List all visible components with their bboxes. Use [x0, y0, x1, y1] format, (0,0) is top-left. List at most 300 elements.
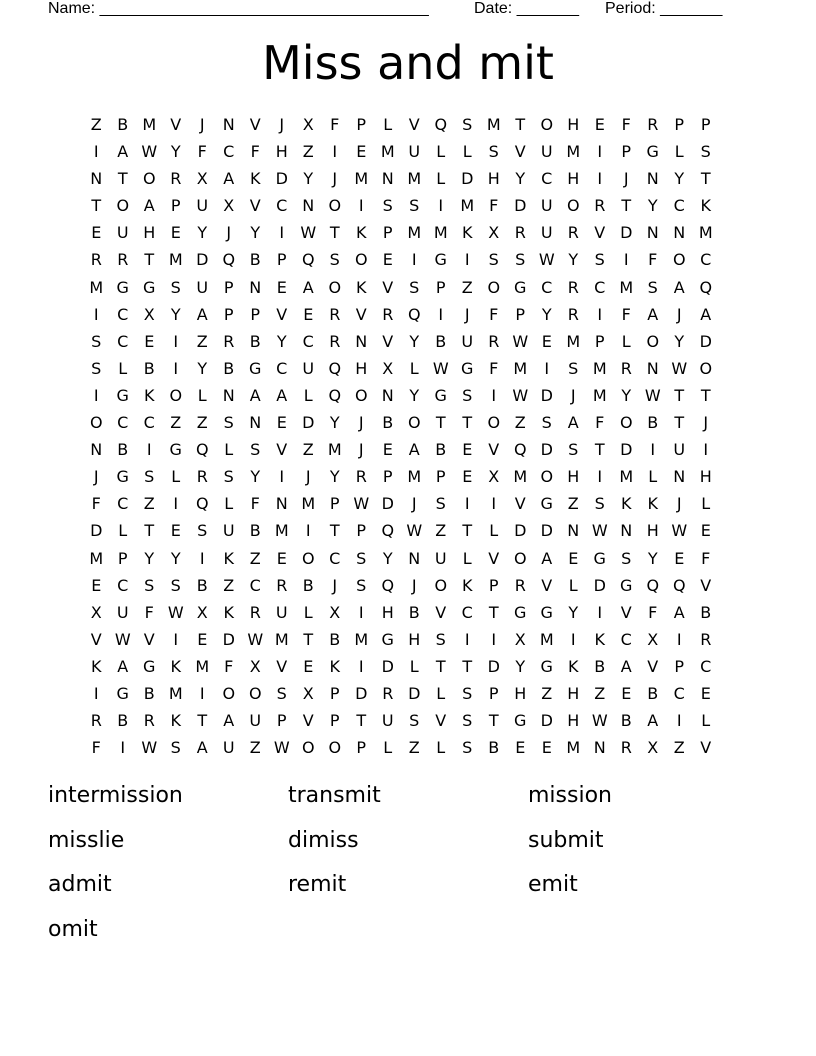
grid-letter: O [699, 358, 713, 378]
grid-letter: K [647, 494, 658, 514]
grid-letter: W [114, 629, 131, 649]
grid-letter: H [646, 521, 659, 541]
grid-letter: S [91, 358, 102, 378]
grid-letter: M [698, 223, 713, 243]
grid-letter: I [464, 629, 470, 649]
grid-letter: R [223, 331, 235, 351]
grid-letter: S [700, 142, 711, 162]
grid-letter: M [619, 467, 634, 487]
grid-letter: G [143, 277, 156, 297]
grid-letter: T [144, 521, 155, 541]
grid-letter: A [673, 602, 685, 622]
grid-letter: M [486, 115, 501, 134]
grid-letter: I [146, 440, 152, 460]
grid-letter: V [647, 656, 659, 676]
grid-letter: T [515, 115, 526, 134]
word-list-item: misslie [48, 827, 125, 853]
grid-letter: D [275, 169, 288, 189]
grid-letter: O [434, 575, 448, 595]
grid-letter: F [595, 413, 605, 433]
grid-letter: R [143, 711, 155, 731]
name-field: Name: _____________________________________ [48, 0, 429, 17]
grid-letter: A [223, 711, 235, 731]
grid-letter: G [169, 440, 182, 460]
grid-letter: E [170, 521, 181, 541]
grid-letter: A [567, 413, 579, 433]
grid-letter: N [381, 385, 394, 405]
grid-letter: D [222, 629, 235, 649]
word-list-item: emit [528, 872, 578, 897]
grid-letter: Z [567, 494, 579, 514]
grid-letter: W [141, 738, 158, 758]
grid-letter: K [91, 656, 102, 676]
grid-letter: S [329, 250, 340, 270]
grid-letter: Y [170, 304, 181, 324]
grid-letter: I [93, 385, 99, 405]
grid-letter: Y [170, 548, 181, 568]
grid-letter: B [647, 413, 659, 433]
grid-letter: S [435, 494, 446, 514]
grid-letter: U [461, 331, 474, 351]
word-list [48, 780, 768, 958]
grid-letter: U [302, 358, 315, 378]
date-field: Date: _______ [474, 0, 579, 17]
grid-letter: G [116, 683, 129, 703]
grid-letter: A [196, 738, 208, 758]
grid-letter: K [170, 711, 181, 731]
grid-letter: X [196, 169, 208, 189]
grid-letter: M [513, 467, 528, 487]
grid-letter: P [356, 521, 367, 541]
grid-letter: H [567, 169, 580, 189]
grid-letter: V [90, 629, 102, 649]
word-list-item: mission [528, 783, 612, 808]
grid-letter: U [196, 196, 209, 216]
grid-letter: Y [170, 142, 181, 162]
grid-letter: F [250, 494, 260, 514]
grid-letter: I [279, 467, 285, 487]
grid-letter: S [541, 413, 552, 433]
grid-letter: Z [196, 413, 208, 433]
grid-letter: X [196, 602, 208, 622]
grid-letter: Q [328, 358, 342, 378]
grid-letter: L [489, 521, 499, 541]
grid-letter: M [566, 142, 581, 162]
grid-letter: W [512, 385, 529, 405]
grid-letter: D [196, 250, 209, 270]
grid-letter: A [541, 548, 553, 568]
grid-letter: R [514, 223, 526, 243]
grid-letter: J [411, 575, 417, 595]
grid-letter: P [329, 683, 340, 703]
grid-letter: D [381, 656, 394, 676]
grid-letter: N [567, 521, 580, 541]
grid-letter: B [249, 250, 261, 270]
grid-letter: V [514, 142, 526, 162]
grid-letter: Z [435, 521, 447, 541]
grid-letter: I [570, 629, 576, 649]
grid-letter: C [276, 358, 288, 378]
grid-letter: H [567, 711, 580, 731]
grid-letter: F [489, 196, 499, 216]
grid-letter: S [462, 738, 473, 758]
grid-letter: P [223, 277, 234, 297]
grid-letter: J [358, 413, 364, 433]
grid-letter: S [594, 494, 605, 514]
grid-letter: G [514, 602, 527, 622]
grid-letter: F [224, 656, 234, 676]
grid-letter: S [409, 196, 420, 216]
grid-letter: H [514, 683, 527, 703]
grid-letter: H [143, 223, 156, 243]
grid-letter: N [90, 169, 103, 189]
grid-letter: T [303, 629, 314, 649]
grid-letter: L [436, 142, 446, 162]
word-list-item: remit [288, 872, 347, 897]
grid-letter: Z [302, 142, 314, 162]
grid-letter: M [592, 385, 607, 405]
grid-letter: P [223, 304, 234, 324]
grid-letter: O [328, 277, 342, 297]
grid-letter: P [700, 115, 711, 134]
grid-letter: P [435, 467, 446, 487]
grid-letter: G [434, 385, 447, 405]
grid-letter: T [674, 385, 685, 405]
grid-letter: R [117, 250, 129, 270]
grid-letter: X [647, 629, 659, 649]
grid-letter: Z [196, 331, 208, 351]
grid-letter: U [434, 548, 447, 568]
grid-letter: O [566, 196, 580, 216]
grid-letter: W [432, 358, 449, 378]
grid-letter: X [223, 196, 235, 216]
grid-letter: O [487, 413, 501, 433]
grid-letter: K [250, 169, 261, 189]
grid-letter: U [408, 142, 421, 162]
grid-letter: K [356, 223, 367, 243]
grid-letter: N [673, 223, 686, 243]
grid-letter: N [673, 467, 686, 487]
grid-letter: E [144, 331, 155, 351]
grid-letter: R [567, 277, 579, 297]
grid-letter: S [276, 683, 287, 703]
grid-letter: C [461, 602, 473, 622]
grid-letter: O [328, 738, 342, 758]
grid-letter: R [170, 169, 182, 189]
grid-letter: S [621, 548, 632, 568]
grid-letter: H [275, 142, 288, 162]
grid-letter: S [462, 711, 473, 731]
grid-letter: Z [408, 738, 420, 758]
grid-letter: M [142, 115, 157, 134]
grid-letter: I [438, 304, 444, 324]
grid-letter: T [329, 521, 340, 541]
grid-letter: G [116, 277, 129, 297]
grid-letter: Z [514, 413, 526, 433]
grid-letter: I [438, 196, 444, 216]
grid-letter: G [593, 548, 606, 568]
grid-letter: E [197, 629, 208, 649]
grid-letter: R [700, 629, 712, 649]
grid-letter: N [408, 548, 421, 568]
grid-letter: S [515, 250, 526, 270]
grid-letter: B [594, 656, 606, 676]
grid-letter: R [329, 304, 341, 324]
grid-letter: P [117, 548, 128, 568]
grid-letter: A [700, 304, 712, 324]
grid-letter: E [382, 250, 393, 270]
grid-letter: E [303, 304, 314, 324]
grid-letter: E [91, 575, 102, 595]
grid-letter: S [594, 250, 605, 270]
grid-letter: F [701, 548, 711, 568]
grid-letter: B [435, 331, 447, 351]
grid-letter: F [648, 250, 658, 270]
grid-letter: S [144, 575, 155, 595]
grid-letter: A [196, 304, 208, 324]
grid-letter: I [676, 629, 682, 649]
grid-letter: S [250, 440, 261, 460]
grid-letter: I [676, 711, 682, 731]
grid-letter: X [488, 223, 500, 243]
grid-letter: Q [699, 277, 713, 297]
grid-letter: T [488, 711, 499, 731]
grid-letter: D [355, 683, 368, 703]
grid-letter: C [249, 575, 261, 595]
grid-letter: Y [647, 196, 658, 216]
grid-letter: V [488, 548, 500, 568]
grid-letter: G [116, 467, 129, 487]
grid-letter: Y [674, 169, 685, 189]
grid-letter: F [144, 602, 154, 622]
grid-letter: Q [195, 440, 209, 460]
grid-letter: Y [568, 250, 579, 270]
grid-letter: J [332, 575, 338, 595]
grid-letter: K [621, 494, 632, 514]
grid-letter: V [541, 575, 553, 595]
grid-letter: Q [222, 250, 236, 270]
grid-letter: N [593, 738, 606, 758]
grid-letter: S [488, 142, 499, 162]
grid-letter: I [173, 629, 179, 649]
grid-letter: X [382, 358, 394, 378]
grid-letter: G [434, 250, 447, 270]
grid-letter: O [142, 169, 156, 189]
grid-letter: C [673, 683, 685, 703]
grid-letter: U [196, 277, 209, 297]
grid-letter: S [462, 115, 473, 134]
grid-letter: Y [382, 548, 393, 568]
grid-letter: K [594, 629, 605, 649]
grid-letter: L [303, 602, 313, 622]
grid-letter: U [381, 711, 394, 731]
grid-letter: T [462, 413, 473, 433]
grid-letter: Z [249, 548, 261, 568]
grid-letter: P [674, 115, 685, 134]
grid-letter: L [701, 711, 711, 731]
grid-letter: J [676, 494, 682, 514]
grid-letter: F [621, 115, 631, 134]
grid-letter: U [673, 440, 686, 460]
grid-letter: Y [621, 385, 632, 405]
grid-letter: S [91, 331, 102, 351]
grid-letter: P [488, 575, 499, 595]
grid-letter: O [646, 331, 660, 351]
grid-letter: R [620, 738, 632, 758]
grid-letter: Q [672, 575, 686, 595]
grid-letter: G [540, 602, 553, 622]
grid-letter: T [144, 250, 155, 270]
grid-letter: P [382, 467, 393, 487]
grid-letter: U [540, 142, 553, 162]
grid-letter: I [597, 169, 603, 189]
grid-letter: C [541, 277, 553, 297]
grid-letter: F [489, 358, 499, 378]
grid-letter: X [647, 738, 659, 758]
grid-letter: R [620, 358, 632, 378]
grid-letter: I [199, 683, 205, 703]
grid-letter: C [117, 494, 129, 514]
grid-letter: Y [515, 169, 526, 189]
grid-letter: L [383, 115, 393, 134]
grid-letter: I [491, 494, 497, 514]
grid-letter: N [302, 196, 315, 216]
grid-letter: P [329, 711, 340, 731]
grid-letter: M [380, 142, 395, 162]
grid-letter: P [594, 331, 605, 351]
grid-letter: P [515, 304, 526, 324]
grid-letter: I [93, 142, 99, 162]
grid-letter: S [356, 575, 367, 595]
grid-letter: V [700, 575, 712, 595]
grid-letter: A [647, 304, 659, 324]
grid-letter: T [621, 196, 632, 216]
grid-letter: M [274, 629, 289, 649]
grid-letter: J [305, 467, 311, 487]
grid-letter: H [567, 683, 580, 703]
grid-letter: E [541, 738, 552, 758]
grid-letter: I [703, 440, 709, 460]
grid-letter: B [143, 683, 155, 703]
grid-letter: R [382, 683, 394, 703]
grid-letter: W [671, 358, 688, 378]
grid-letter: S [488, 250, 499, 270]
grid-letter: M [433, 223, 448, 243]
grid-letter: I [199, 548, 205, 568]
grid-letter: E [568, 548, 579, 568]
grid-letter: J [570, 385, 576, 405]
grid-letter: U [116, 602, 129, 622]
grid-letter: I [358, 196, 364, 216]
grid-letter: V [700, 738, 712, 758]
grid-letter: A [249, 385, 261, 405]
grid-letter: I [332, 142, 338, 162]
grid-letter: T [356, 711, 367, 731]
grid-letter: S [382, 196, 393, 216]
grid-letter: B [143, 358, 155, 378]
grid-letter: T [197, 711, 208, 731]
grid-letter: P [170, 196, 181, 216]
grid-letter: Z [223, 575, 235, 595]
word-list-item: submit [528, 827, 604, 853]
grid-letter: Z [541, 683, 553, 703]
grid-letter: R [567, 304, 579, 324]
grid-letter: I [544, 358, 550, 378]
grid-letter: Z [302, 440, 314, 460]
grid-letter: Y [515, 656, 526, 676]
grid-letter: L [303, 385, 313, 405]
grid-letter: Q [434, 115, 448, 134]
grid-letter: D [540, 521, 553, 541]
grid-letter: A [117, 142, 129, 162]
grid-letter: O [540, 115, 554, 134]
grid-letter: C [117, 304, 129, 324]
grid-letter: E [621, 683, 632, 703]
grid-letter: E [700, 683, 711, 703]
grid-letter: T [700, 169, 711, 189]
grid-letter: W [273, 738, 290, 758]
grid-letter: V [435, 602, 447, 622]
grid-letter: R [90, 250, 102, 270]
grid-letter: L [701, 494, 711, 514]
grid-letter: C [700, 656, 712, 676]
grid-letter: B [117, 115, 129, 134]
grid-letter: S [568, 358, 579, 378]
grid-letter: Y [276, 331, 287, 351]
grid-letter: L [224, 494, 234, 514]
grid-letter: I [597, 142, 603, 162]
grid-letter: T [91, 196, 102, 216]
grid-letter: V [620, 602, 632, 622]
grid-letter: H [381, 602, 394, 622]
grid-letter: D [408, 683, 421, 703]
period-field: Period: _______ [605, 0, 723, 17]
grid-letter: Z [594, 683, 606, 703]
word-list-item: intermission [48, 783, 183, 808]
grid-letter: D [381, 494, 394, 514]
word-list-item: admit [48, 872, 112, 897]
grid-letter: D [593, 575, 606, 595]
word-list-item: dimiss [288, 827, 359, 853]
grid-letter: N [222, 385, 235, 405]
grid-letter: A [117, 656, 129, 676]
grid-letter: K [223, 602, 234, 622]
grid-letter: K [223, 548, 234, 568]
grid-letter: F [91, 494, 101, 514]
grid-letter: O [619, 413, 633, 433]
grid-letter: P [250, 304, 261, 324]
grid-letter: E [276, 413, 287, 433]
grid-letter: V [249, 196, 261, 216]
grid-letter: S [568, 440, 579, 460]
grid-letter: B [700, 602, 712, 622]
grid-letter: U [540, 196, 553, 216]
grid-letter: V [249, 115, 261, 134]
grid-letter: E [91, 223, 102, 243]
grid-letter: H [487, 169, 500, 189]
grid-letter: A [143, 196, 155, 216]
grid-letter: R [382, 304, 394, 324]
grid-letter: E [541, 331, 552, 351]
grid-letter: S [170, 277, 181, 297]
grid-letter: V [514, 494, 526, 514]
grid-letter: I [305, 521, 311, 541]
grid-letter: D [699, 331, 712, 351]
grid-letter: D [487, 656, 500, 676]
grid-letter: M [513, 358, 528, 378]
grid-letter: M [327, 440, 342, 460]
grid-letter: E [462, 440, 473, 460]
